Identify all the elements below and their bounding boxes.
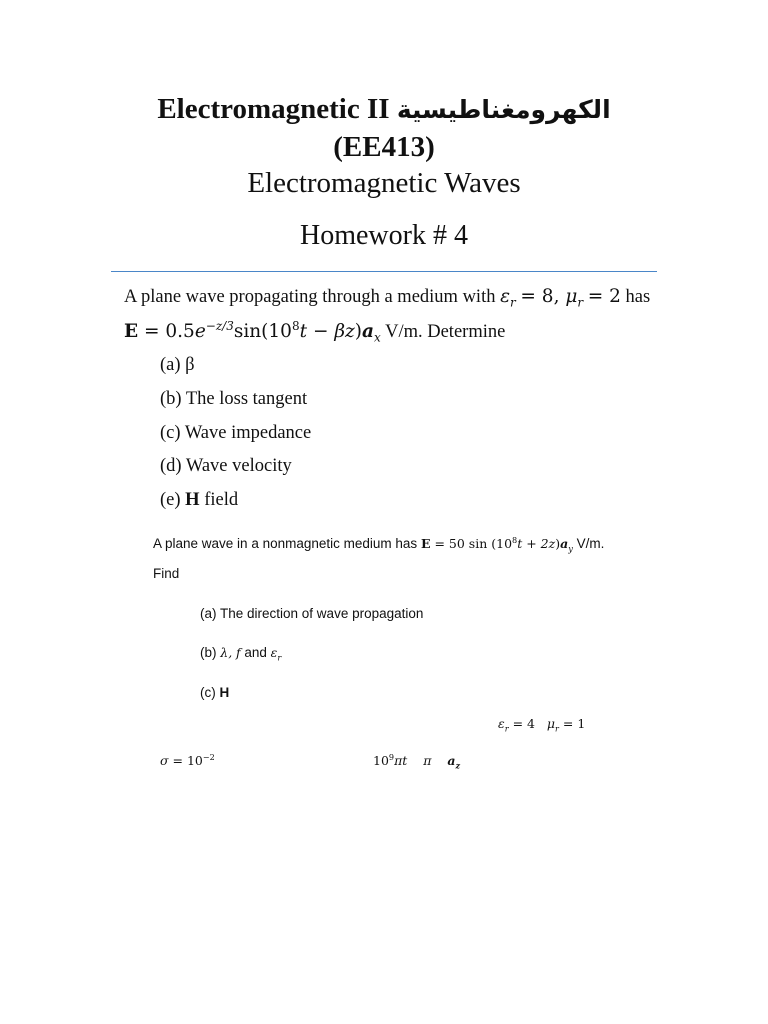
problem1-line2: $E = 0.5e^{-z/3}\sin(10^8t - \beta z)a_x$ V/m. Determine [124, 318, 506, 345]
problem2-line1: A plane wave in a nonmagnetic medium has E = 50 $\sin (10^8t + 2z)a_y$ V/m. [153, 534, 605, 554]
problem2-part-b: (b) λ, f and $\varepsilon_r$ [200, 645, 282, 663]
problem2-part-c: (c) H [200, 685, 230, 700]
fragment-omega: $10^9\pi t$ π $a_z$ [373, 751, 461, 771]
title-arabic: الكهرومغناطيسية [396, 95, 611, 124]
problem1-line1: A plane wave propagating through a medium with $\varepsilon_r = 8$, $\mu_r = 2$ has [124, 286, 651, 310]
title-english: Electromagnetic II [157, 93, 390, 125]
homework-number: Homework # 4 [300, 220, 468, 251]
problem1-part-c: (c) Wave impedance [160, 423, 312, 443]
problem1-part-e: (e) H field [160, 490, 239, 510]
page-title [0, 93, 768, 126]
fragment-sigma: $\sigma = 10^{-2}$ [160, 751, 215, 768]
problem1-part-a: (a) β [160, 355, 195, 375]
divider [111, 271, 657, 272]
problem1-part-d: (d) Wave velocity [160, 456, 292, 476]
problem2-part-a: (a) The direction of wave propagation [200, 606, 424, 621]
problem2-find: Find [153, 566, 180, 581]
subtitle: Electromagnetic Waves [247, 167, 521, 199]
course-code: (EE413) [333, 131, 435, 163]
problem1-part-b: (b) The loss tangent [160, 389, 308, 409]
fragment-eps-mu: $\varepsilon_r = 4$ $\mu_r = 1$ [498, 716, 586, 734]
